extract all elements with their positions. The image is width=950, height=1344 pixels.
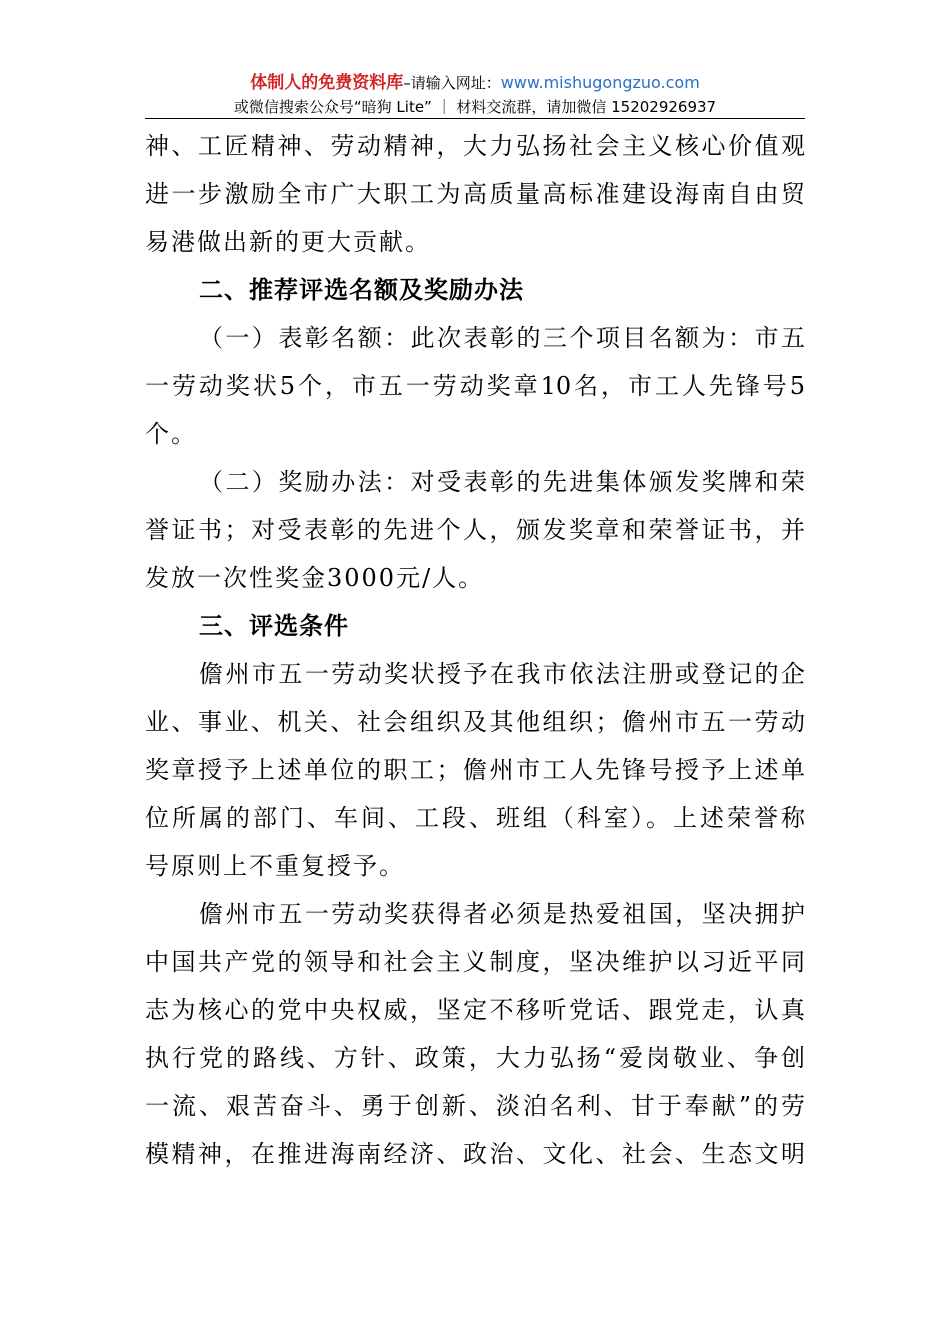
body-line: 位所属的部门、车间、工段、班组（科室）。上述荣誉称 [145, 804, 805, 832]
brand-title: 体制人的免费资料库 [250, 73, 404, 93]
header-line-2: 或微信搜索公众号“暗狗 Lite” ｜ 材料交流群，请加微信 15202926937 [233, 98, 717, 116]
section-heading: 三、评选条件 [199, 612, 349, 640]
page-header [145, 70, 805, 118]
body-line: 易港做出新的更大贡献。 [145, 228, 431, 256]
body-line: 儋州市五一劳动奖获得者必须是热爱祖国，坚决拥护 [199, 900, 805, 928]
body-line: 执行党的路线、方针、政策，大力弘扬“爱岗敬业、争创 [145, 1044, 805, 1072]
body-line: （二）奖励办法：对受表彰的先进集体颁发奖牌和荣 [199, 468, 805, 496]
body-line: 誉证书；对受表彰的先进个人，颁发奖章和荣誉证书，并 [145, 516, 805, 544]
body-line: 发放一次性奖金3000元/人。 [145, 564, 485, 592]
body-line: 号原则上不重复授予。 [145, 852, 405, 880]
body-line: 业、事业、机关、社会组织及其他组织；儋州市五一劳动 [145, 708, 805, 736]
body-line: 个。 [145, 420, 197, 448]
url-label: –请输入网址： [403, 74, 501, 92]
section-heading: 二、推荐评选名额及奖励办法 [199, 276, 524, 304]
header-divider [145, 118, 805, 119]
document-body [145, 122, 805, 1178]
body-line: 儋州市五一劳动奖状授予在我市依法注册或登记的企 [199, 660, 805, 688]
body-line: 奖章授予上述单位的职工；儋州市工人先锋号授予上述单 [145, 756, 805, 784]
body-line: 神、工匠精神、劳动精神，大力弘扬社会主义核心价值观 [145, 132, 805, 160]
body-line: 志为核心的党中央权威，坚定不移听党话、跟党走，认真 [145, 996, 805, 1024]
body-line: 进一步激励全市广大职工为高质量高标准建设海南自由贸 [145, 180, 805, 208]
website-link[interactable]: www.mishugongzuo.com [500, 73, 700, 92]
body-line: 一劳动奖状5个，市五一劳动奖章10名，市工人先锋号5 [145, 372, 805, 400]
body-line: 模精神，在推进海南经济、政治、文化、社会、生态文明 [145, 1140, 805, 1168]
header-line-1 [145, 70, 805, 96]
body-line: 一流、艰苦奋斗、勇于创新、淡泊名利、甘于奉献”的劳 [145, 1092, 805, 1120]
body-line: （一）表彰名额：此次表彰的三个项目名额为：市五 [199, 324, 805, 352]
body-line: 中国共产党的领导和社会主义制度，坚决维护以习近平同 [145, 948, 805, 976]
